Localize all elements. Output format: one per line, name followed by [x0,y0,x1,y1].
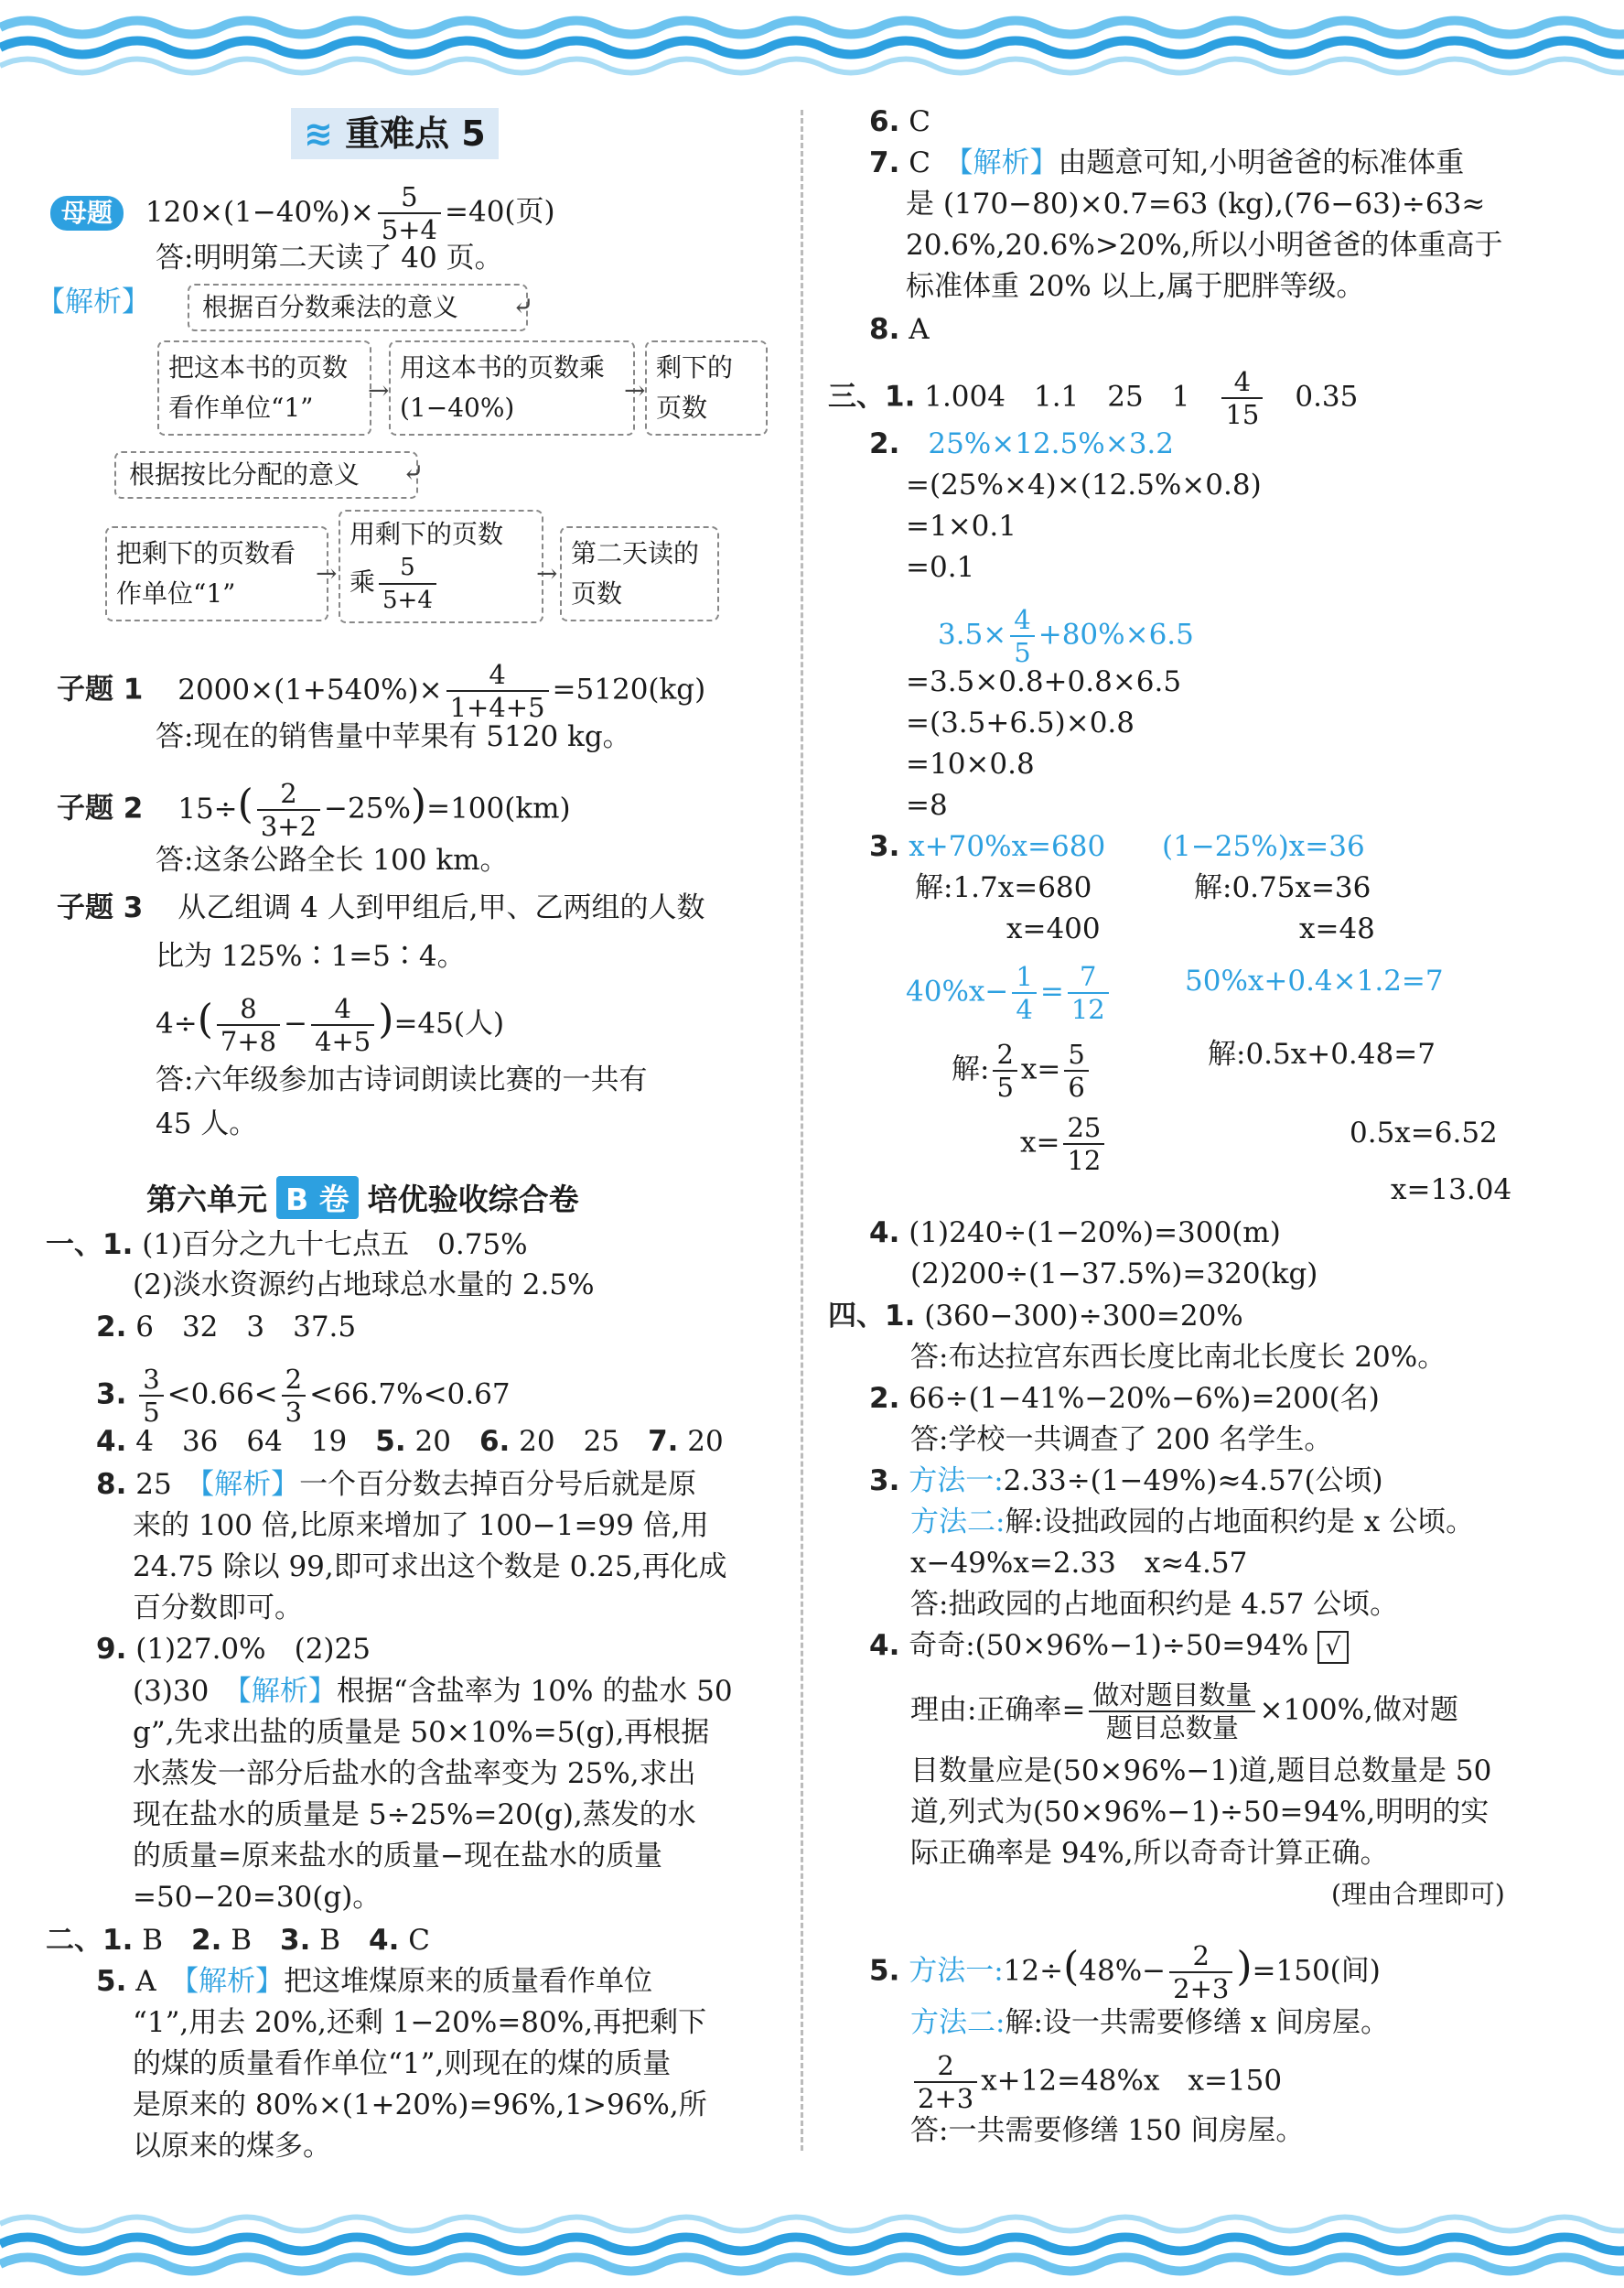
q4-3b: 方法二:解:设拙政园的占地面积约是 x 公顷。 [910,1506,1475,1538]
q4-1-answer: 答:布达拉宫东西长度比南北长度长 20%。 [910,1341,1447,1374]
q2-5-text: 是原来的 80%×(1+20%)=96%,1>96%,所 [133,2088,707,2121]
sub2-answer: 答:这条公路全长 100 km。 [156,844,509,877]
q1-9-text: 现在盐水的质量是 5÷25%=20(g),蒸发的水 [133,1798,696,1831]
diagram-box-c3: 第二天读的页数 [560,526,719,621]
q3-3h: 50%x+0.4×1.2=7 [1185,965,1444,998]
sub1: 子题 1 2000×(1+540%)× $\frac{4}{1+4+5}$ =5120(kg) [57,659,706,723]
arrow-icon: ⤶ [403,458,425,488]
q4-2: 2. 66÷(1−41%−20%−6%)=200(名) [869,1382,1380,1415]
arrow-icon: ⤶ [512,291,534,321]
q3-3g: 40%x− $\frac{1}{4}$ = $\frac{7}{12}$ [906,961,1113,1025]
check-mark-icon: √ [1317,1631,1349,1664]
q3-3b: (1−25%)x=36 [1162,830,1365,863]
q8: 8. A [869,313,930,346]
column-divider [801,110,803,2151]
q4-4-text: 道,列式为(50×96%−1)÷50=94%,明明的实 [910,1796,1490,1829]
top-wave-border [0,0,1624,82]
q4-4b: 理由:正确率= $\frac{\text{做对题目数量}}{\text{题目总数量}}$ ×100%,做对题 [910,1679,1458,1743]
q4-4-text: 际正确率是 94%,所以奇奇计算正确。 [910,1837,1389,1870]
wave-icon: ≋ [304,113,333,154]
q1-3: 3. $\frac{3}{5}$ <0.66< $\frac{2}{3}$ <66.7%<0.67 [96,1364,511,1428]
sub3-expr: 4÷( $\frac{8}{7+8}$ − $\frac{4}{4+5}$ )=45(人) [156,993,505,1057]
q2-5-text: 的煤的质量看作单位“1”,则现在的煤的质量 [133,2047,672,2080]
q7-text: 20.6%,20.6%>20%,所以小明爸爸的体重高于 [906,229,1503,262]
q4-4a: 4. 奇奇:(50×96%−1)÷50=94% √ [869,1627,1349,1664]
q4-3a: 3. 方法一:2.33÷(1−49%)≈4.57(公顷) [869,1464,1383,1497]
q3-2-step: =(25%×4)×(12.5%×0.8) [906,469,1262,502]
q1-8-text: 百分数即可。 [133,1592,303,1624]
sub1-answer: 答:现在的销售量中苹果有 5120 kg。 [156,720,631,753]
q1-9: 9. (1)27.0% (2)25 [96,1633,371,1666]
q1-8-text: 来的 100 倍,比原来增加了 100−1=99 倍,用 [133,1509,709,1542]
q1-9-3: (3)30 【解析】根据“含盐率为 10% 的盐水 50 [133,1675,733,1708]
q1-1: 一、1. (1)百分之九十七点五 0.75% [46,1228,528,1261]
q1-9-text: g”,先求出盐的质量是 50×10%=5(g),再根据 [133,1716,710,1749]
q4-1: 四、1. (360−300)÷300=20% [828,1300,1243,1333]
q4-5b: 方法二:解:设一共需要修缮 x 间房屋。 [910,2006,1390,2039]
q1-9-text: =50−20=30(g)。 [133,1881,382,1914]
diagram-box-b1: 把这本书的页数看作单位“1” [157,340,371,436]
q3-2-step: =1×0.1 [906,510,1016,543]
q3-3i: 解: $\frac{2}{5}$ x= $\frac{5}{6}$ [952,1039,1092,1103]
diagram-box-c2: 用剩下的页数 乘 $\frac{5}{5+4}$ [339,510,543,623]
section-heading [291,108,499,159]
bottom-wave-border [0,2206,1624,2288]
q2-5-text: 以原来的煤多。 [133,2130,331,2163]
mother-question [50,181,555,245]
q1-4-7: 4. 4 36 64 19 5. 20 6. 20 25 7. 20 [96,1425,724,1458]
q1-9-text: 的质量=原来盐水的质量−现在盐水的质量 [133,1840,662,1872]
analysis-label: 【解析】 [37,286,150,318]
q2-5: 5. A 【解析】把这堆煤原来的质量看作单位 [96,1965,653,1998]
q3-3l: 0.5x=6.52 [1350,1117,1498,1149]
q3-3e: x=400 [1006,912,1101,945]
q3-3a: 3. x+70%x=680 [869,830,1106,863]
q3-3m: x=13.04 [1391,1173,1512,1206]
arrow-right-icon: → [316,558,338,588]
q3-2-step: =10×0.8 [906,748,1035,781]
q3-2a: 2. 25%×12.5%×3.2 [869,427,1174,460]
q3-2-step: =0.1 [906,551,975,584]
q3-4b: (2)200÷(1−37.5%)=320(kg) [910,1257,1318,1290]
q2-1-4: 二、1. B 2. B 3. B 4. C [46,1924,430,1957]
q7: 7. C 【解析】由题意可知,小明爸爸的标准体重 [869,146,1465,179]
diagram-box-b2: 用这本书的页数乘(1−40%) [389,340,635,436]
q3-4a: 4. (1)240÷(1−20%)=300(m) [869,1216,1281,1249]
q4-3c: x−49%x=2.33 x≈4.57 [910,1547,1248,1580]
mother-expr: 120×(1−40%)× [145,195,374,229]
arrow-right-icon: → [624,375,646,405]
mother-result: =40(页) [445,195,555,229]
sub3: 子题 3 从乙组调 4 人到甲组后,甲、乙两组的人数 [57,891,705,924]
q4-5a: 5. 方法一:12÷(48%− $\frac{2}{2+3}$ )=150(间) [869,1940,1381,2004]
q1-1b: (2)淡水资源约占地球总水量的 2.5% [133,1268,595,1301]
q3-3d: 解:0.75x=36 [1194,871,1371,904]
sub3-answer2: 45 人。 [156,1107,258,1140]
q6: 6. C [869,105,930,138]
diagram-box-top2: 根据按比分配的意义 [114,451,418,499]
diagram-box-b3: 剩下的页数 [645,340,768,436]
q4-5c: $\frac{2}{2+3}$ x+12=48%x x=150 [910,2050,1282,2114]
diagram-box-c1: 把剩下的页数看作单位“1” [105,526,328,621]
sub2: 子题 2 15÷( $\frac{2}{3+2}$ −25%)=100(km) [57,778,571,842]
q3-2-step: =3.5×0.8+0.8×6.5 [906,665,1182,698]
sub3-line2: 比为 125%∶1=5∶4。 [156,940,466,973]
section-heading-text: 重难点 5 [345,113,486,154]
q2-5-text: “1”,用去 20%,还剩 1−20%=80%,再把剩下 [133,2006,707,2039]
q4-4-note: (理由合理即可) [1331,1879,1505,1909]
arrow-right-icon: → [368,375,390,405]
q1-8-text: 24.75 除以 99,即可求出这个数是 0.25,再化成 [133,1550,727,1583]
q4-3d: 答:拙政园的占地面积约是 4.57 公顷。 [910,1588,1399,1621]
diagram-box-top1: 根据百分数乘法的意义 [188,284,528,331]
q3-2-step: =(3.5+6.5)×0.8 [906,707,1135,739]
q3-2-step: =8 [906,789,948,822]
q4-4-text: 目数量应是(50×96%−1)道,题目总数量是 50 [910,1754,1492,1787]
unit-heading: 第六单元 B 卷 培优验收综合卷 [146,1176,579,1219]
q4-2-answer: 答:学校一共调查了 200 名学生。 [910,1423,1333,1456]
q3-3f: x=48 [1299,912,1375,945]
sub1-label: 子题 1 [57,673,144,707]
arrow-right-icon: → [536,558,558,588]
mother-label: 母题 [50,196,124,231]
q3-3j: 解:0.5x+0.48=7 [1208,1038,1436,1071]
q1-9-text: 水蒸发一部分后盐水的含盐率变为 25%,求出 [133,1757,696,1790]
q3-3k: x= $\frac{25}{12}$ [1020,1112,1108,1176]
sub3-answer: 答:六年级参加古诗词朗读比赛的一共有 [156,1063,648,1096]
q3-1: 三、1. 1.004 1.1 25 1 $\frac{4}{15}$ 0.35 [828,366,1359,430]
mother-answer: 答:明明第二天读了 40 页。 [156,242,503,275]
q7-text: 是 (170−80)×0.7=63 (kg),(76−63)÷63≈ [906,188,1486,221]
q4-5-answer: 答:一共需要修缮 150 间房屋。 [910,2114,1305,2147]
q3-2e: 3.5× $\frac{4}{5}$ +80%×6.5 [938,604,1194,668]
q1-2: 2. 6 32 3 37.5 [96,1311,357,1344]
q7-text: 标准体重 20% 以上,属于肥胖等级。 [906,270,1365,303]
mother-frac: $\frac{5}{5+4}$ [378,181,441,245]
q3-3c: 解:1.7x=680 [915,871,1092,904]
q1-8: 8. 25 【解析】一个百分数去掉百分号后就是原 [96,1468,697,1501]
